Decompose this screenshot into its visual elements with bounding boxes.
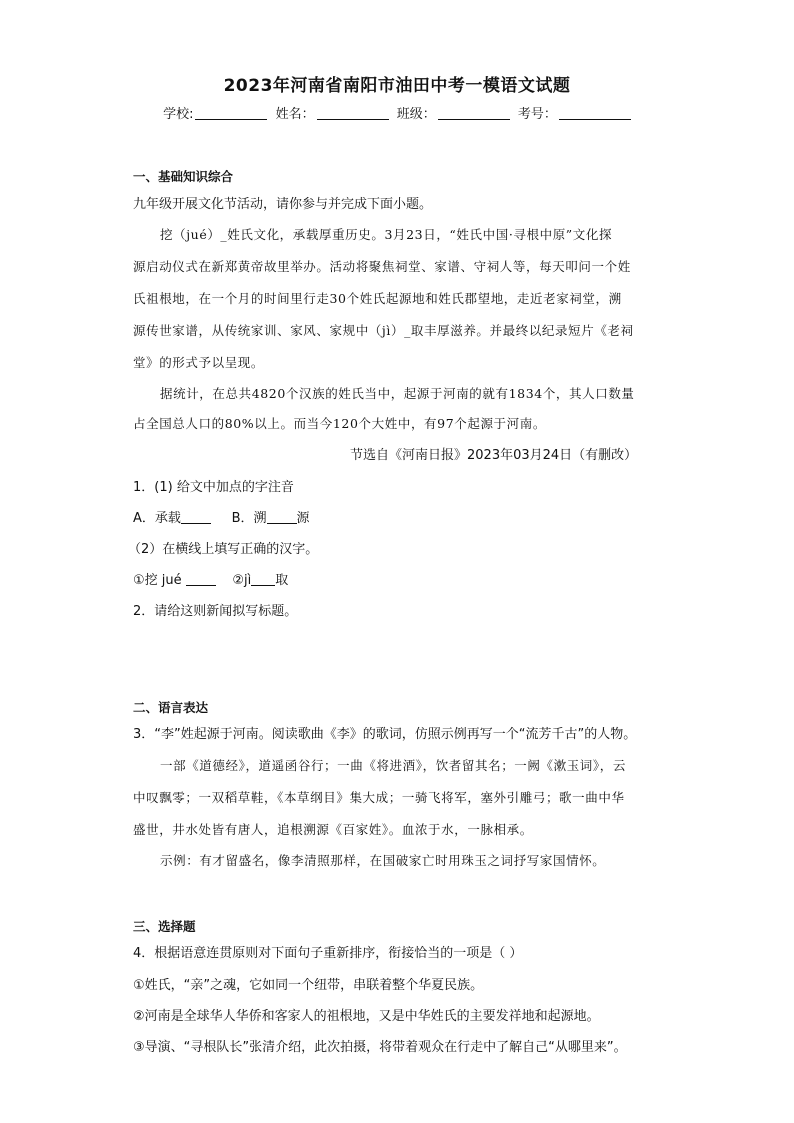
question-2: 2．请给这则新闻拟写标题。: [133, 604, 298, 619]
passage-line: 占全国总人口的80%以上。而当今120个大姓中，有97个起源于河南。: [133, 416, 546, 431]
lyrics-line: 中叹飘零；一双稻草鞋，《本草纲目》集大成；一骑飞将军，塞外引雕弓；歌一曲中华: [133, 790, 625, 805]
source-note: 节选自《河南日报》2023年03月24日（有删改）: [350, 448, 638, 463]
section-heading-3: 三、选择题: [133, 919, 196, 934]
school-label: 学校:: [163, 107, 194, 122]
section-heading-1: 一、基础知识综合: [133, 169, 234, 184]
question-1: 1．(1) 给文中加点的字注音: [133, 480, 294, 495]
sentence-item: ②河南是全球华人华侨和客家人的祖根地，又是中华姓氏的主要发祥地和起源地。: [133, 1009, 600, 1024]
passage-line: 据统计，在总共4820个汉族的姓氏当中，起源于河南的就有1834个，其人口数量: [160, 386, 635, 401]
exam-no-blank[interactable]: [559, 107, 631, 120]
sentence-item: ③导演、“寻根队长”张清介绍，此次拍摄，将带着观众在行走中了解自己“从哪里来”。: [133, 1040, 627, 1055]
option-b-end: 源: [296, 511, 310, 526]
class-label: 班级：: [396, 107, 436, 122]
blank-b-label: ②jì: [232, 573, 252, 588]
blank-b-end: 取: [275, 573, 289, 588]
passage-line: 挖（jué）_姓氏文化，承载厚重历史。3月23日，“姓氏中国·寻根中原”文化探: [160, 227, 613, 242]
answer-blank[interactable]: [251, 573, 275, 586]
question-1-part-2: （2）在横线上填写正确的汉字。: [128, 542, 319, 557]
name-label: 姓名：: [275, 107, 315, 122]
passage-line: 氏祖根地，在一个月的时间里行走30个姓氏起源地和姓氏郡望地，走近老家祠堂，溯: [133, 291, 622, 306]
blank-a-label: ①挖 jué: [133, 573, 182, 588]
option-a-label: A．承载: [133, 511, 181, 526]
passage-line: 堂》的形式予以呈现。: [133, 355, 265, 370]
section1-intro: 九年级开展文化节活动，请你参与并完成下面小题。: [133, 197, 433, 212]
question-1-part-2-blanks: [133, 569, 288, 588]
exam-no-label: 考号：: [517, 107, 557, 122]
passage-line: 源启动仪式在新郑黄帝故里举办。活动将聚焦祠堂、家谱、守祠人等，每天叩问一个姓: [133, 259, 631, 274]
answer-blank[interactable]: [186, 573, 216, 586]
name-blank[interactable]: [317, 107, 389, 120]
passage-line: 源传世家谱，从传统家训、家风、家规中（jì）_取丰厚滋养。并最终以纪录短片《老祠: [133, 323, 634, 338]
answer-blank[interactable]: [181, 511, 211, 524]
student-info-row: [0, 103, 794, 122]
sentence-item: ①姓氏，“亲”之魂，它如同一个纽带，串联着整个华夏民族。: [133, 978, 484, 993]
page-title: 2023年河南省南阳市油田中考一模语文试题: [223, 76, 571, 96]
answer-blank[interactable]: [267, 511, 297, 524]
lyrics-line: 盛世，井水处皆有唐人，追根溯源《百家姓》。血浓于水，一脉相承。: [133, 822, 533, 837]
lyrics-line: 一部《道德经》，道遥函谷行；一曲《将进酒》，饮者留其名；一阙《漱玉词》，云: [160, 758, 626, 773]
example-line: 示例：有才留盛名，像李清照那样，在国破家亡时用珠玉之词抒写家国情怀。: [160, 853, 606, 868]
question-4: 4．根据语意连贯原则对下面句子重新排序，衔接恰当的一项是（ ）: [133, 946, 523, 961]
question-1-options: [133, 507, 310, 526]
class-blank[interactable]: [438, 107, 510, 120]
school-blank[interactable]: [195, 107, 267, 120]
option-b-label: B．溯: [231, 511, 267, 526]
question-3: 3．“李”姓起源于河南。阅读歌曲《李》的歌词，仿照示例再写一个“流芳千古”的人物。: [133, 727, 637, 742]
section-heading-2: 二、语言表达: [133, 700, 209, 715]
